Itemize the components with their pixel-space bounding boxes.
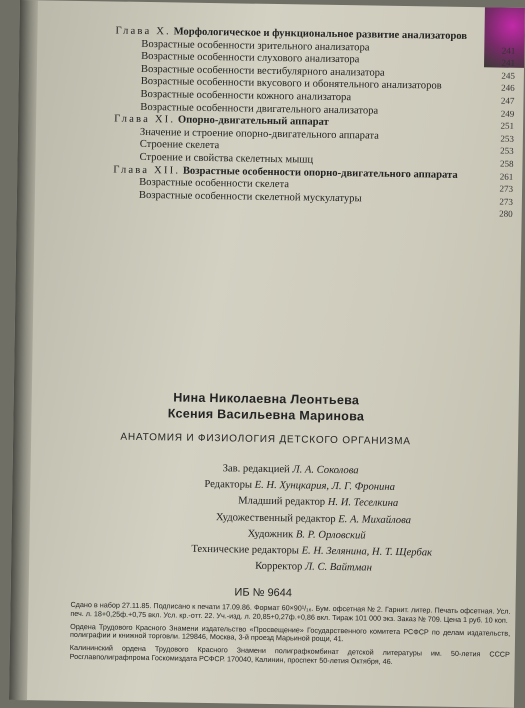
section-title: Строение и свойства скелетных мышц bbox=[139, 151, 314, 166]
credit-role: Зав. редакцией bbox=[222, 463, 290, 476]
section-title: Строение скелета bbox=[139, 139, 220, 152]
page-number: 280 bbox=[499, 208, 513, 220]
imprint-block bbox=[70, 601, 511, 673]
section-title: Возрастные особенности слухового анализатора bbox=[141, 51, 360, 66]
author-name: Нина Николаевна Леонтьева bbox=[173, 390, 360, 408]
book-title: АНАТОМИЯ И ФИЗИОЛОГИЯ ДЕТСКОГО ОРГАНИЗМА bbox=[120, 431, 411, 448]
page-number: 247 bbox=[500, 95, 515, 106]
credit-person: Л. А. Соколова bbox=[292, 464, 359, 477]
section-title: Возрастные особенности зрительного анализатора bbox=[141, 38, 370, 54]
section-title: Возрастные особенности скелетной мускулатуры bbox=[138, 189, 362, 205]
chapter-title: Возрастные особенности опорно-двигательного аппарата bbox=[182, 165, 458, 181]
credits-list bbox=[191, 461, 433, 578]
page-number: 249 bbox=[500, 108, 515, 119]
credit-role: Младший редактор bbox=[238, 495, 326, 509]
page-number: 273 bbox=[499, 183, 514, 194]
page-number: 241 bbox=[501, 45, 516, 56]
book-page bbox=[9, 0, 525, 708]
credit-role: Корректор bbox=[255, 560, 303, 573]
imprint-paragraph: Сдано в набор 27.11.85. Подписано к печати 17.09.86. Формат 60×90¹/₁₆. Бум. офсетная № 2. Гарнит. литер. Печать офсетная. Усл. печ. л. 18+0,25ф.+0,75 вкл. Усл. кр.-отт. 22. Уч.-изд. л. 20,85+0,27ф.+0,86 вкл. Тираж 101 000 экз. Заказ № 709. Цена 1 руб. 10 коп. bbox=[70, 599, 511, 625]
section-title: Возрастные особенности вкусового и обонятельного анализаторов bbox=[140, 76, 442, 93]
section-title: Возрастные особенности скелета bbox=[139, 177, 290, 191]
author-name: Ксения Васильевна Маринова bbox=[167, 406, 365, 424]
credit-role: Технические редакторы bbox=[191, 543, 300, 557]
section-title: Значение и строение опорно-двигательного аппарата bbox=[139, 126, 379, 142]
chapter-label: Глава XII. bbox=[113, 164, 181, 177]
imprint-paragraph: Калининский ордена Трудового Красного Знамени полиграфкомбинат детской литературы им. 50-летия СССР Росглавполиграфпрома Госкомиздата РСФСР. 170040, Калинин, проспект 50-летия Октября, 46. bbox=[69, 643, 510, 666]
chapter-title: Морфологическое и функциональное развитие анализаторов bbox=[173, 26, 468, 43]
credit-line bbox=[191, 542, 432, 562]
page-number: 258 bbox=[499, 158, 514, 169]
page-number: 245 bbox=[501, 70, 515, 81]
credit-role: Художник bbox=[247, 528, 294, 541]
section-title: Возрастные особенности вестибулярного анализатора bbox=[140, 63, 385, 79]
page-number: 253 bbox=[500, 133, 514, 144]
section-title: Возрастные особенности кожного анализатора bbox=[140, 88, 352, 104]
credit-person: Е. Н. Хунцкария, Л. Г. Фронина bbox=[254, 479, 396, 494]
chapter-label: Глава X. bbox=[115, 25, 172, 38]
ib-number: ИБ № 9644 bbox=[234, 586, 293, 600]
page-number: 241 bbox=[501, 57, 516, 68]
credit-person: Е. Н. Зелянина, Н. Т. Щербак bbox=[301, 545, 433, 559]
credit-person: Н. И. Теселкина bbox=[327, 497, 399, 510]
table-of-contents bbox=[113, 25, 516, 220]
page-number: 261 bbox=[499, 171, 514, 182]
credit-person: В. Р. Орловский bbox=[295, 529, 366, 542]
credit-line bbox=[255, 559, 432, 578]
chapter-label: Глава XI. bbox=[114, 113, 176, 126]
page-number: 246 bbox=[501, 82, 515, 94]
credit-role: Редакторы bbox=[204, 479, 253, 491]
page-number: 253 bbox=[500, 145, 514, 157]
credit-person: Е. А. Михайлова bbox=[338, 513, 412, 526]
section-title: Возрастные особенности двигательного анализатора bbox=[140, 101, 379, 117]
page-number: 273 bbox=[499, 196, 513, 207]
chapter-title: Опорно-двигательный аппарат bbox=[177, 114, 329, 129]
credit-role: Художественный редактор bbox=[215, 511, 336, 525]
credit-person: Л. С. Вайтман bbox=[304, 561, 372, 574]
imprint-paragraph: Ордена Трудового Красного Знамени издательство «Просвещение» Государственного комитета РСФСР по делам издательств, полиграфии и книжной торговли. 129846, Москва, 3-й проезд Марьиной рощи, 41. bbox=[69, 621, 511, 644]
page-number: 251 bbox=[500, 120, 515, 131]
